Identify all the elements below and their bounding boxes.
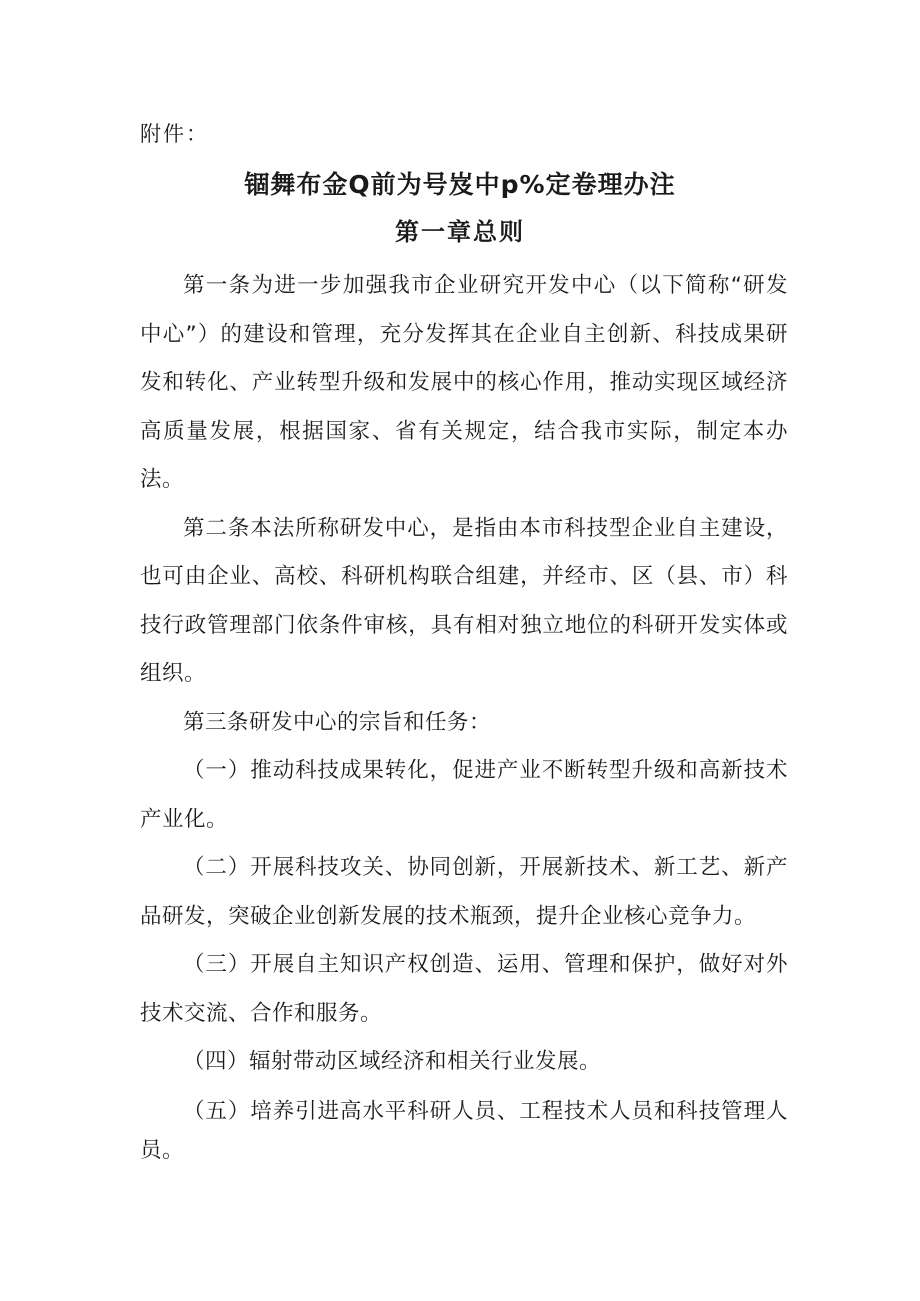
task-item-1: （一）推动科技成果转化，促进产业不断转型升级和高新技术产业化。 [140,758,788,832]
chapter-title: 第一章总则 [395,218,525,246]
task-item-4: （四）辐射带动区域经济和相关行业发展。 [183,1049,602,1074]
task-item-3: （三）开展自主知识产权创造、运用、管理和保护，做好对外技术交流、合作和服务。 [140,952,788,1026]
article-1-paragraph: 第一条为进一步加强我市企业研究开发中心（以下简称“研发中心”）的建设和管理，充分发挥其在企业自主创新、科技成果研发和转化、产业转型升级和发展中的核心作用，推动实现区域经济高质量发展，根据国家、省有关规定，结合我市实际，制定本办法。 [140,273,788,492]
document-body [140,262,788,1170]
document-title: 锢舞布金Q前为号岌中p%定卷理办注 [244,170,676,199]
article-3-paragraph: 第三条研发中心的宗旨和任务： [183,709,492,735]
task-item-5: （五）培养引进高水平科研人员、工程技术人员和科技管理人员。 [140,1098,788,1163]
article-2-paragraph: 第二条本法所称研发中心，是指由本市科技型企业自主建设，也可由企业、高校、科研机构联合组建，并经市、区（县、市）科技行政管理部门依条件审核，具有相对独立地位的科研开发实体或组织。 [140,515,788,686]
attachment-label: 附件： [140,122,209,146]
task-item-2: （二）开展科技攻关、协同创新，开展新技术、新工艺、新产品研发，突破企业创新发展的技术瓶颈，提升企业核心竞争力。 [140,855,788,929]
